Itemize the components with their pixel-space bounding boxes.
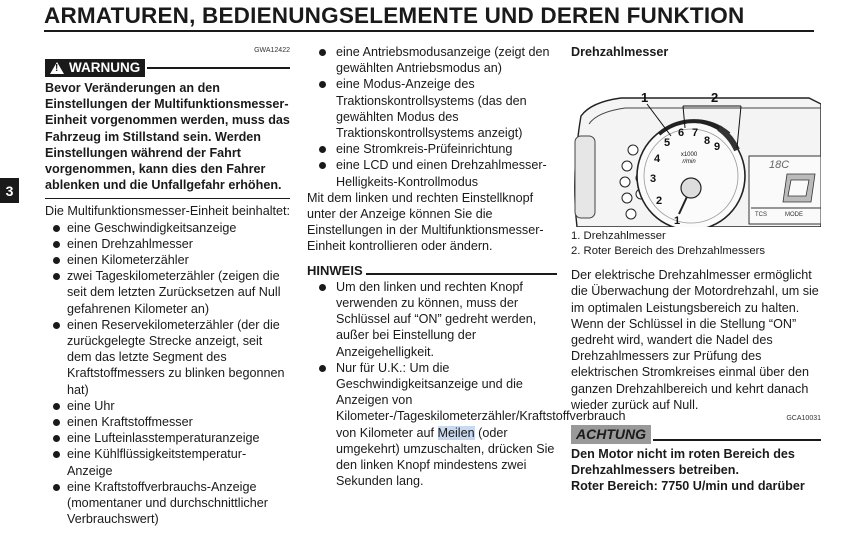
column-right [571,44,821,495]
legend-item-1: 1. Drehzahlmesser [571,230,666,243]
tick-label-6: 6 [677,127,685,140]
callout-1: 1 [641,90,649,106]
highlighted-word[interactable]: Meilen [437,425,475,440]
hinweis-item: Nur für U.K.: Um die Geschwindigkeitsanzeige und die Anzeigen von Kilometer-/Tageskilometerzähler/Kraftstoffverbrauch von Kilometer auf Meilen (oder umgekehrt) umzuschalten, drücken Sie den linken Knopf mindestens zwei Sekunden lang. [307,360,557,490]
caution-rule [653,439,821,441]
list-item: zwei Tageskilometerzähler (zeigen die seit dem letzten Zurücksetzen auf Null gefahrenen Kilometer an) [45,268,290,317]
warning-code: GWA12422 [254,47,290,54]
page-title: ARMATUREN, BEDIENUNGSELEMENTE UND DEREN FUNKTION [44,2,814,32]
warning-text: Bevor Veränderungen an den Einstellungen der Multifunktionsmesser-Einheit vorgenommen werden, muss das Fahrzeug im Stillstand sein. Werden Einstellungen während der Fahrt vorgenommen, kann dies den Fahrer ablenken und die Unfallgefahr erhöhen. [45,81,290,193]
intro-text: Die Multifunktionsmesser-Einheit beinhaltet: [45,204,290,219]
gauge-unit-multiplier: x1000 [680,152,698,159]
tachometer-illustration [571,64,821,227]
chapter-tab: 3 [0,178,19,203]
list-item: einen Drehzahlmesser [45,236,290,252]
list-item: eine Antriebsmodusanzeige (zeigt den gewählten Antriebsmodus an) [307,44,557,76]
redline-text: Roter Bereich: 7750 U/min und darüber [571,479,805,494]
hinweis-item: Um den linken und rechten Knopf verwenden zu können, muss der Schlüssel auf “ON” gedreht werden, außer bei Einstellung der Anzeigehelligkeit. [307,279,557,360]
list-item: eine Kühlflüssigkeitstemperatur-Anzeige [45,446,290,478]
warning-badge [45,59,145,77]
lcd-tcs-label: TCS [755,212,767,219]
lcd-temperature: 18C [769,159,790,172]
gauge-unit: r/min [682,159,696,166]
caution-header [571,425,821,444]
caution-code: GCA10031 [786,415,821,423]
list-item: einen Kilometerzähler [45,252,290,268]
caution-text: Den Motor nicht im roten Bereich des Drehzahlmessers betreiben. [571,447,795,478]
warning-rule [147,67,290,69]
list-item: eine Stromkreis-Prüfeinrichtung [307,141,557,157]
column-left [45,46,290,527]
callout-2: 2 [711,90,719,106]
list-item: einen Kraftstoffmesser [45,414,290,430]
tachometer-paragraph-1: Der elektrische Drehzahlmesser ermöglicht die Überwachung der Motordrehzahl, um sie im optimalen Leistungsbereich zu halten. [571,268,819,315]
warning-label: WARNUNG [69,60,141,75]
list-item: eine LCD und einen Drehzahlmesser-Helligkeits-Kontrollmodus [307,157,557,189]
tachometer-paragraph-2: Wenn der Schlüssel in die Stellung “ON” gedreht wird, wandert die Nadel des Drehzahlmessers zur Prüfung des elektrischen Stromkreises einmal über den ganzen Drehzahlbereich und kehrt danach wieder zurück auf Null. [571,316,809,412]
legend-item-2: 2. Roter Bereich des Drehzahlmessers [571,245,766,258]
hinweis-label: HINWEIS [307,262,363,278]
caution-label: ACHTUNG [571,425,651,444]
feature-list-continued [307,44,557,190]
feature-list [45,220,290,528]
hinweis-rule [366,273,557,275]
figure-legend [571,229,821,259]
list-item: eine Modus-Anzeige des Traktionskontrollsystems (das den gewählten Modus des Traktionskontrollsystems anzeigt) [307,76,557,141]
warning-header [45,59,290,77]
section-title: Drehzahlmesser [571,45,669,59]
list-item: eine Kraftstoffverbrauchs-Anzeige (momentaner und durchschnittlicher Verbrauchswert) [45,479,290,528]
list-item: eine Lufteinlasstemperaturanzeige [45,430,290,446]
warning-triangle-icon: ! [50,62,64,74]
tick-label-9: 9 [713,141,721,154]
divider [45,198,290,199]
tick-label-8: 8 [703,135,711,148]
list-item: einen Reservekilometerzähler (der die zurückgelegte Strecke anzeigt, seit dem das letzte Segment des Kraftstoffmessers zu blinken begonnen hat) [45,317,290,398]
tick-label-3: 3 [649,173,657,186]
tick-label-2: 2 [655,195,663,208]
tick-label-4: 4 [653,153,661,166]
controls-paragraph: Mit dem linken und rechten Einstellknopf unter der Anzeige können Sie die Einstellungen in der Multifunktionsmesser-Einheit kontrollieren oder ändern. [307,190,544,254]
list-item: eine Uhr [45,398,290,414]
tick-label-5: 5 [663,137,671,150]
lcd-mode-label: MODE [785,212,803,219]
tick-label-1: 1 [673,215,681,228]
tick-label-7: 7 [691,127,699,140]
hinweis-header [307,263,557,279]
list-item: eine Geschwindigkeitsanzeige [45,220,290,236]
